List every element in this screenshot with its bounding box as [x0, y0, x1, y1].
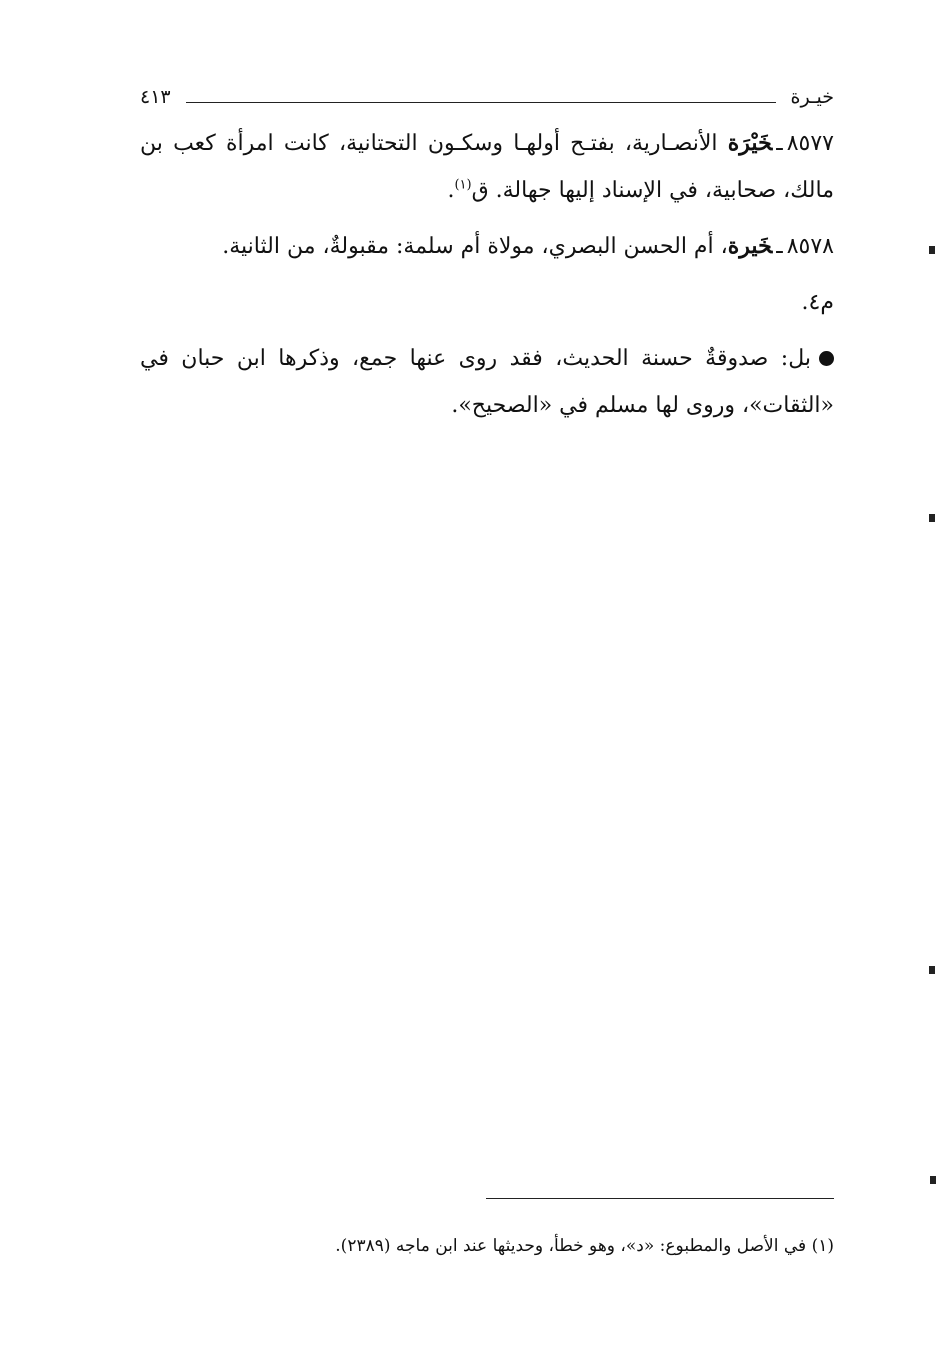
- footnote-reference[interactable]: (١): [454, 177, 472, 193]
- margin-mark: [929, 966, 935, 974]
- footnote: (١) في الأصل والمطبوع: «د»، وهو خطأ، وحديثها عند ابن ماجه (٢٣٨٩).: [335, 1236, 834, 1256]
- entry-dash: ـ: [776, 234, 783, 259]
- entry-number: ٨٥٧٨: [786, 234, 834, 259]
- entry-name: خَيرة: [727, 233, 773, 259]
- page-number: ٤١٣: [140, 86, 171, 108]
- header-rule: [186, 102, 776, 103]
- bullet-icon: [819, 351, 834, 366]
- main-text: [140, 120, 834, 451]
- margin-mark: [929, 246, 935, 254]
- entry-text-end: .: [447, 178, 455, 203]
- editor-note-text: بل: صدوقةٌ حسنة الحديث، فقد روى عنها جمع، وذكرها ابن حبان في «الثقات»، وروى لها مسلم في «الصحيح».: [140, 346, 834, 418]
- entry-grade: م٤.: [801, 290, 834, 315]
- entry-8577: [140, 120, 834, 214]
- entry-text: ، أم الحسن البصري، مولاة أم سلمة: مقبولةٌ، من الثانية.: [222, 234, 728, 259]
- entry-text: الأنصـارية، بفتـح أولهـا وسكـون التحتانية، كانت امرأة كعب بن مالك، صحابية، في الإسناد إليها جهالة. ق: [140, 131, 834, 203]
- header-title: خيـرة: [790, 86, 834, 108]
- entry-name: خَيْرَة: [727, 130, 773, 156]
- entry-8578: [140, 223, 834, 270]
- running-header: [140, 84, 834, 114]
- entry-number: ٨٥٧٧: [786, 131, 834, 156]
- editor-note: [140, 335, 834, 429]
- entry-dash: ـ: [776, 131, 783, 156]
- margin-mark: [930, 1176, 936, 1184]
- footnote-rule: [486, 1198, 834, 1199]
- margin-mark: [929, 514, 935, 522]
